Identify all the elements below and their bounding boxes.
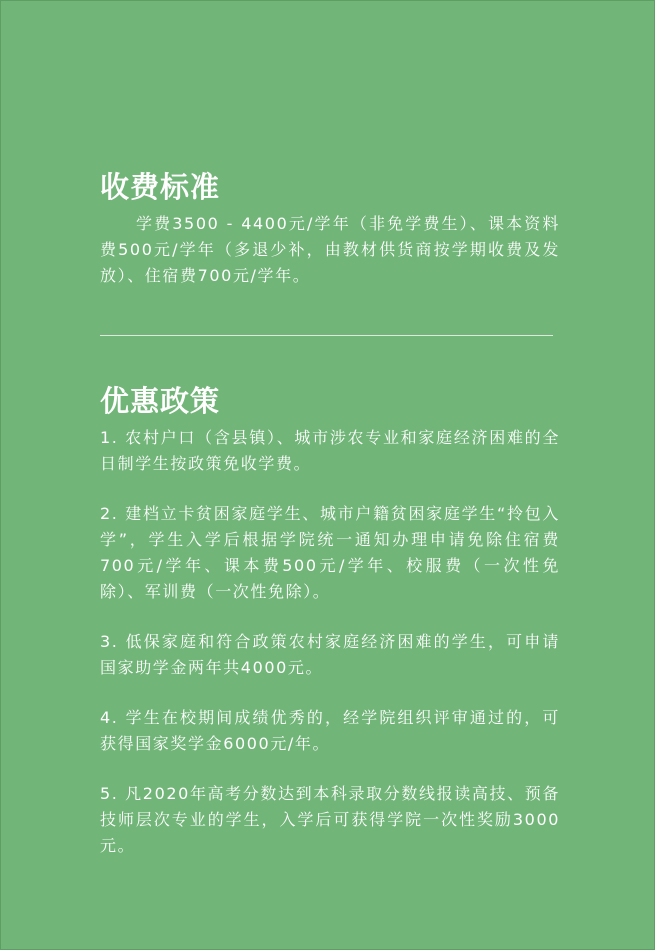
policy-item-5: 5. 凡2020年高考分数达到本科录取分数线报读高技、预备技师层次专业的学生，入学后可获得学院一次性奖励3000元。 [100,784,560,855]
policy-item-3: 3. 低保家庭和符合政策农村家庭经济困难的学生，可申请国家助学金两年共4000元。 [100,632,560,677]
fee-standard-text: 学费3500 - 4400元/学年（非免学费生）、课本资料费500元/学年（多退少补，由教材供货商按学期收费及发放）、住宿费700元/学年。 [100,214,560,285]
policy-item-1: 1. 农村户口（含县镇）、城市涉农专业和家庭经济困难的全日制学生按政策免收学费。 [100,428,560,473]
preferential-policy-title: 优惠政策 [100,384,221,418]
policy-item-4: 4. 学生在校期间成绩优秀的，经学院组织评审通过的，可获得国家奖学金6000元/年。 [100,708,560,753]
policy-item-2: 2. 建档立卡贫困家庭学生、城市户籍贫困家庭学生“拎包入学”，学生入学后根据学院统一通知办理申请免除住宿费700元/学年、课本费500元/学年、校服费（一次性免除）、军训费（一次性免除）。 [100,504,560,601]
fee-standard-title: 收费标准 [100,170,221,204]
fee-standard-section [100,167,560,289]
preferential-policy-section [100,381,560,883]
section-divider [100,335,553,336]
